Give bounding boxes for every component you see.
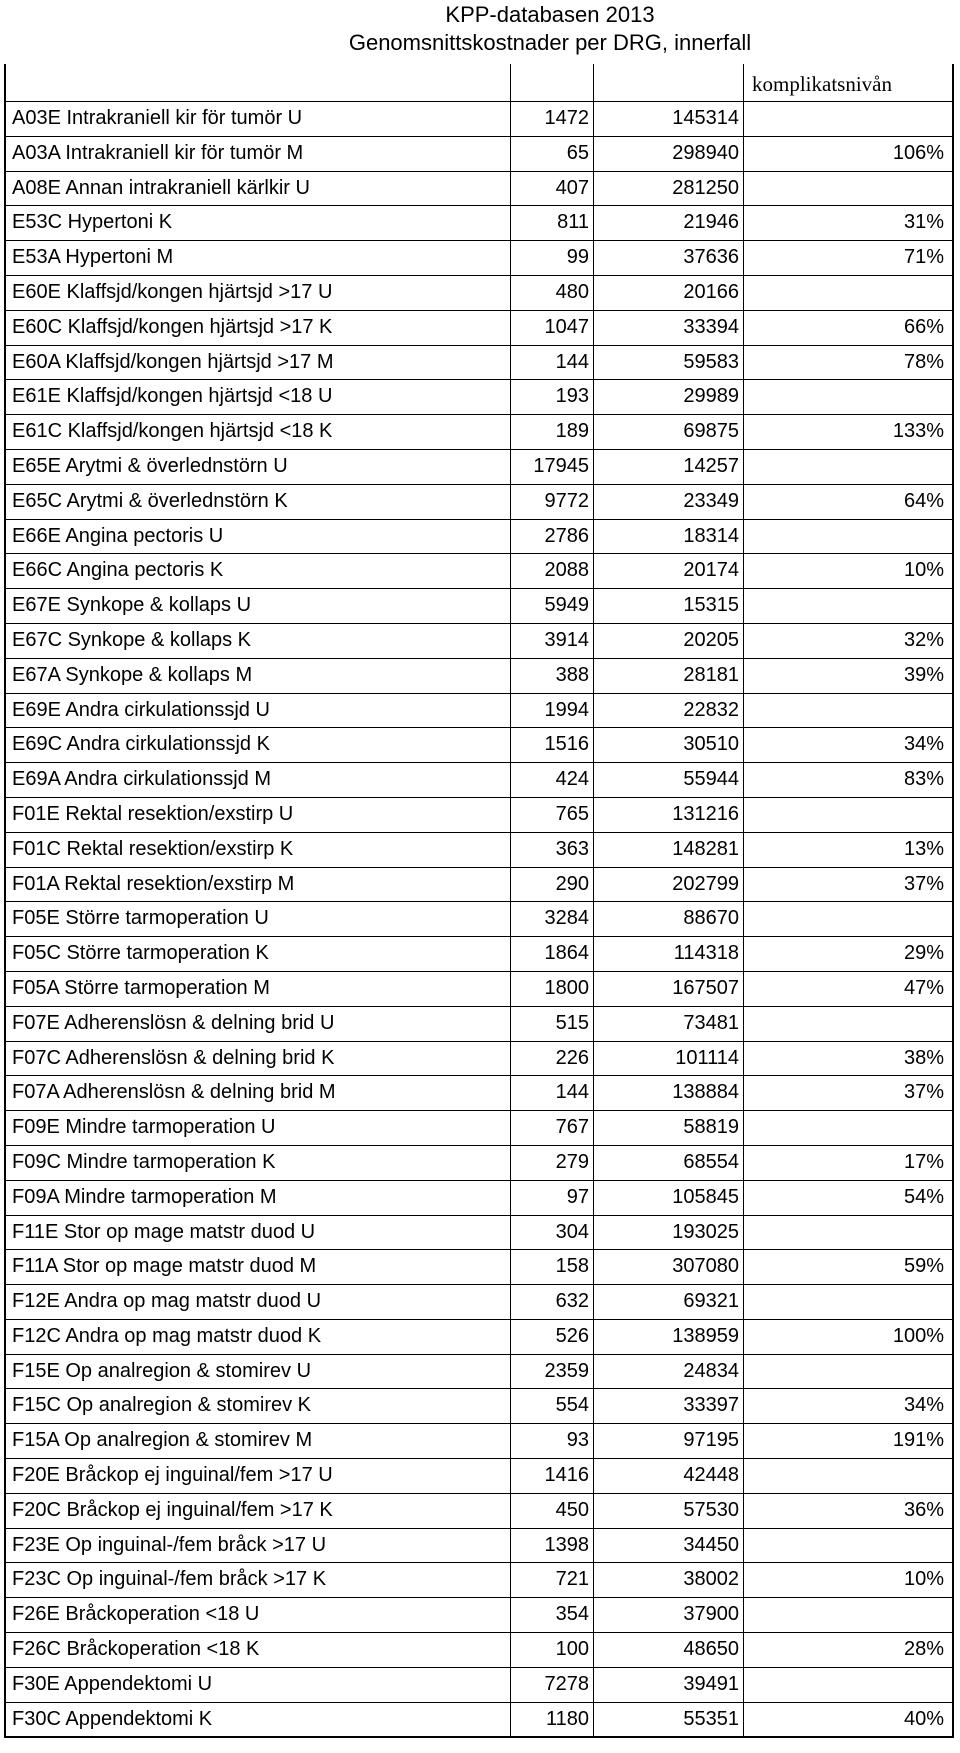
patient-count-cell: 526 [510, 1320, 593, 1354]
drg-name-cell: E60E Klaffsjd/kongen hjärtsjd >17 U [12, 280, 333, 303]
drg-name-cell: F12E Andra op mag matstr duod U [12, 1290, 322, 1313]
table-row [6, 658, 952, 693]
avg-cost-cell: 101114 [593, 1042, 743, 1076]
drg-name-cell: F20E Bråckop ej inguinal/fem >17 U [12, 1464, 333, 1487]
avg-cost-cell: 97195 [593, 1424, 743, 1458]
drg-name-cell: F23C Op inguinal-/fem bråck >17 K [12, 1568, 327, 1591]
table-row [6, 519, 952, 554]
patient-count-cell: 100 [510, 1633, 593, 1667]
avg-cost-cell: 202799 [593, 868, 743, 902]
table-row [6, 1319, 952, 1354]
table-row [6, 936, 952, 971]
avg-cost-cell: 37636 [593, 241, 743, 275]
drg-name-cell: E67A Synkope & kollaps M [12, 663, 253, 686]
avg-cost-cell: 105845 [593, 1181, 743, 1215]
table-row [6, 1632, 952, 1667]
table-row [6, 727, 952, 762]
table-row [6, 205, 952, 240]
table-row [6, 1284, 952, 1319]
table-row [6, 484, 952, 519]
avg-cost-cell: 29989 [593, 380, 743, 414]
patient-count-cell: 554 [510, 1389, 593, 1423]
patient-count-cell: 765 [510, 798, 593, 832]
drg-name-cell: F15A Op analregion & stomirev M [12, 1429, 313, 1452]
drg-name-cell: E60A Klaffsjd/kongen hjärtsjd >17 M [12, 350, 334, 373]
drg-name-cell: F30E Appendektomi U [12, 1672, 213, 1695]
complication-pct-cell [743, 1529, 952, 1563]
patient-count-cell: 279 [510, 1146, 593, 1180]
avg-cost-cell: 167507 [593, 972, 743, 1006]
table-row [6, 1388, 952, 1423]
drg-name-cell: F15E Op analregion & stomirev U [12, 1359, 312, 1382]
drg-name-cell: E53C Hypertoni K [12, 211, 173, 234]
table-row [6, 101, 952, 136]
avg-cost-cell: 24834 [593, 1355, 743, 1389]
avg-cost-cell: 69321 [593, 1285, 743, 1319]
avg-cost-cell: 307080 [593, 1250, 743, 1284]
table-row [6, 832, 952, 867]
complication-pct-cell: 40% [743, 1703, 952, 1737]
complication-pct-cell [743, 172, 952, 206]
patient-count-cell: 632 [510, 1285, 593, 1319]
drg-name-cell: F01C Rektal resektion/exstirp K [12, 837, 294, 860]
avg-cost-cell: 22832 [593, 694, 743, 728]
complication-pct-cell [743, 1598, 952, 1632]
complication-pct-cell: 100% [743, 1320, 952, 1354]
complication-pct-cell: 38% [743, 1042, 952, 1076]
avg-cost-cell: 58819 [593, 1111, 743, 1145]
drg-name-cell: A08E Annan intrakraniell kärlkir U [12, 176, 310, 199]
drg-name-cell: A03A Intrakraniell kir för tumör M [12, 141, 304, 164]
avg-cost-cell: 33394 [593, 311, 743, 345]
complication-pct-cell: 133% [743, 415, 952, 449]
patient-count-cell: 1416 [510, 1459, 593, 1493]
drg-name-cell: E60C Klaffsjd/kongen hjärtsjd >17 K [12, 315, 333, 338]
table-row [6, 1145, 952, 1180]
patient-count-cell: 65 [510, 137, 593, 171]
avg-cost-cell: 14257 [593, 450, 743, 484]
complication-pct-cell: 13% [743, 833, 952, 867]
table-row [6, 1006, 952, 1041]
complication-pct-cell [743, 102, 952, 136]
table-row [6, 449, 952, 484]
complication-pct-cell: 28% [743, 1633, 952, 1667]
complication-pct-cell: 59% [743, 1250, 952, 1284]
drg-name-cell: F26C Bråckoperation <18 K [12, 1638, 260, 1661]
patient-count-cell: 1472 [510, 102, 593, 136]
complication-pct-cell: 37% [743, 1076, 952, 1110]
drg-name-cell: F09A Mindre tarmoperation M [12, 1185, 277, 1208]
patient-count-cell: 811 [510, 206, 593, 240]
table-row [6, 1110, 952, 1145]
table-row [6, 693, 952, 728]
patient-count-cell: 1180 [510, 1703, 593, 1737]
avg-cost-cell: 114318 [593, 937, 743, 971]
drg-name-cell: F11E Stor op mage matstr duod U [12, 1220, 316, 1243]
table-row [6, 867, 952, 902]
avg-cost-cell: 21946 [593, 206, 743, 240]
table-header-row [6, 64, 952, 101]
complication-pct-cell [743, 450, 952, 484]
patient-count-cell: 1800 [510, 972, 593, 1006]
patient-count-cell: 144 [510, 1076, 593, 1110]
patient-count-cell: 767 [510, 1111, 593, 1145]
complication-pct-cell [743, 694, 952, 728]
table-row [6, 1215, 952, 1250]
table-row [6, 1702, 952, 1737]
avg-cost-cell: 20166 [593, 276, 743, 310]
avg-cost-cell: 39491 [593, 1668, 743, 1702]
drg-name-cell: F05C Större tarmoperation K [12, 942, 269, 965]
complication-pct-cell [743, 1007, 952, 1041]
table-row [6, 414, 952, 449]
avg-cost-cell: 298940 [593, 137, 743, 171]
avg-cost-cell: 15315 [593, 589, 743, 623]
drg-name-cell: E67C Synkope & kollaps K [12, 628, 252, 651]
table-row [6, 171, 952, 206]
avg-cost-cell: 69875 [593, 415, 743, 449]
drg-name-cell: F20C Bråckop ej inguinal/fem >17 K [12, 1498, 333, 1521]
complication-pct-cell: 83% [743, 763, 952, 797]
complication-pct-cell: 78% [743, 346, 952, 380]
table-row [6, 1562, 952, 1597]
page-header [0, 0, 960, 64]
table-row [6, 1075, 952, 1110]
patient-count-cell: 721 [510, 1563, 593, 1597]
patient-count-cell: 290 [510, 868, 593, 902]
complication-pct-cell [743, 798, 952, 832]
complication-pct-cell: 17% [743, 1146, 952, 1180]
patient-count-cell: 2359 [510, 1355, 593, 1389]
drg-name-cell: F05A Större tarmoperation M [12, 976, 270, 999]
patient-count-cell: 144 [510, 346, 593, 380]
drg-name-cell: E61C Klaffsjd/kongen hjärtsjd <18 K [12, 420, 333, 443]
patient-count-cell: 97 [510, 1181, 593, 1215]
drg-name-cell: F23E Op inguinal-/fem bråck >17 U [12, 1533, 327, 1556]
patient-count-cell: 1047 [510, 311, 593, 345]
avg-cost-cell: 131216 [593, 798, 743, 832]
avg-cost-cell: 30510 [593, 728, 743, 762]
complication-pct-cell: 64% [743, 485, 952, 519]
patient-count-cell: 480 [510, 276, 593, 310]
drg-name-cell: E69C Andra cirkulationssjd K [12, 733, 270, 756]
patient-count-cell: 304 [510, 1216, 593, 1250]
patient-count-cell: 3914 [510, 624, 593, 658]
patient-count-cell: 93 [510, 1424, 593, 1458]
patient-count-cell: 1398 [510, 1529, 593, 1563]
patient-count-cell: 1516 [510, 728, 593, 762]
patient-count-cell: 17945 [510, 450, 593, 484]
table-row [6, 797, 952, 832]
drg-name-cell: E65C Arytmi & överlednstörn K [12, 489, 288, 512]
avg-cost-cell: 88670 [593, 902, 743, 936]
table-row [6, 762, 952, 797]
avg-cost-cell: 59583 [593, 346, 743, 380]
avg-cost-cell: 73481 [593, 1007, 743, 1041]
complication-pct-cell: 34% [743, 728, 952, 762]
avg-cost-cell: 23349 [593, 485, 743, 519]
patient-count-cell: 2088 [510, 554, 593, 588]
avg-cost-cell: 48650 [593, 1633, 743, 1667]
header-cell-count [510, 64, 593, 101]
avg-cost-cell: 33397 [593, 1389, 743, 1423]
complication-pct-cell: 37% [743, 868, 952, 902]
table-row [6, 1493, 952, 1528]
avg-cost-cell: 28181 [593, 659, 743, 693]
table-row [6, 971, 952, 1006]
drg-name-cell: F09C Mindre tarmoperation K [12, 1150, 276, 1173]
avg-cost-cell: 148281 [593, 833, 743, 867]
complication-pct-cell [743, 1285, 952, 1319]
patient-count-cell: 3284 [510, 902, 593, 936]
complication-pct-cell: 10% [743, 1563, 952, 1597]
table-row [6, 901, 952, 936]
table-row [6, 553, 952, 588]
complication-pct-cell [743, 276, 952, 310]
avg-cost-cell: 38002 [593, 1563, 743, 1597]
drg-name-cell: E65E Arytmi & överlednstörn U [12, 454, 288, 477]
complication-pct-cell [743, 1355, 952, 1389]
header-cell-complication-level: komplikatsnivån [743, 64, 952, 101]
drg-name-cell: F07A Adherenslösn & delning brid M [12, 1081, 336, 1104]
avg-cost-cell: 281250 [593, 172, 743, 206]
table-row [6, 1354, 952, 1389]
complication-pct-cell: 36% [743, 1494, 952, 1528]
avg-cost-cell: 145314 [593, 102, 743, 136]
patient-count-cell: 1994 [510, 694, 593, 728]
drg-name-cell: F05E Större tarmoperation U [12, 907, 269, 930]
patient-count-cell: 388 [510, 659, 593, 693]
patient-count-cell: 226 [510, 1042, 593, 1076]
drg-name-cell: E66C Angina pectoris K [12, 559, 224, 582]
avg-cost-cell: 138884 [593, 1076, 743, 1110]
complication-pct-cell: 39% [743, 659, 952, 693]
avg-cost-cell: 68554 [593, 1146, 743, 1180]
complication-pct-cell: 29% [743, 937, 952, 971]
avg-cost-cell: 55944 [593, 763, 743, 797]
avg-cost-cell: 37900 [593, 1598, 743, 1632]
drg-name-cell: F30C Appendektomi K [12, 1707, 213, 1730]
patient-count-cell: 407 [510, 172, 593, 206]
complication-pct-cell: 10% [743, 554, 952, 588]
avg-cost-cell: 138959 [593, 1320, 743, 1354]
table-row [6, 1180, 952, 1215]
complication-pct-cell [743, 1216, 952, 1250]
header-cell-cost [593, 64, 743, 101]
complication-pct-cell: 47% [743, 972, 952, 1006]
table-row [6, 345, 952, 380]
drg-name-cell: F26E Bråckoperation <18 U [12, 1603, 260, 1626]
avg-cost-cell: 193025 [593, 1216, 743, 1250]
patient-count-cell: 424 [510, 763, 593, 797]
drg-name-cell: E66E Angina pectoris U [12, 524, 224, 547]
drg-name-cell: F07C Adherenslösn & delning brid K [12, 1046, 335, 1069]
avg-cost-cell: 34450 [593, 1529, 743, 1563]
document-subtitle: Genomsnittskostnader per DRG, innerfall [348, 30, 752, 55]
drg-name-cell: A03E Intrakraniell kir för tumör U [12, 107, 303, 129]
drg-name-cell: F09E Mindre tarmoperation U [12, 1116, 276, 1139]
complication-pct-cell: 66% [743, 311, 952, 345]
complication-pct-cell: 54% [743, 1181, 952, 1215]
patient-count-cell: 2786 [510, 520, 593, 554]
table-row [6, 379, 952, 414]
complication-pct-cell: 71% [743, 241, 952, 275]
patient-count-cell: 189 [510, 415, 593, 449]
avg-cost-cell: 42448 [593, 1459, 743, 1493]
avg-cost-cell: 20205 [593, 624, 743, 658]
table-row [6, 1249, 952, 1284]
drg-name-cell: E61E Klaffsjd/kongen hjärtsjd <18 U [12, 385, 333, 408]
drg-name-cell: E69E Andra cirkulationssjd U [12, 698, 270, 721]
table-row [6, 623, 952, 658]
complication-pct-cell [743, 1111, 952, 1145]
table-row [6, 1597, 952, 1632]
patient-count-cell: 354 [510, 1598, 593, 1632]
table-row [6, 240, 952, 275]
patient-count-cell: 363 [510, 833, 593, 867]
header-cell-name [6, 64, 510, 101]
drg-name-cell: F11A Stor op mage matstr duod M [12, 1255, 317, 1278]
table-row [6, 310, 952, 345]
table-row [6, 1458, 952, 1493]
complication-pct-cell [743, 1459, 952, 1493]
complication-pct-cell [743, 902, 952, 936]
avg-cost-cell: 55351 [593, 1703, 743, 1737]
drg-name-cell: F07E Adherenslösn & delning brid U [12, 1011, 335, 1034]
complication-pct-cell: 31% [743, 206, 952, 240]
drg-name-cell: F01E Rektal resektion/exstirp U [12, 802, 294, 825]
table-row [6, 1667, 952, 1702]
patient-count-cell: 9772 [510, 485, 593, 519]
patient-count-cell: 5949 [510, 589, 593, 623]
table-row [6, 588, 952, 623]
drg-name-cell: F12C Andra op mag matstr duod K [12, 1324, 322, 1347]
complication-pct-cell: 32% [743, 624, 952, 658]
patient-count-cell: 450 [510, 1494, 593, 1528]
patient-count-cell: 1864 [510, 937, 593, 971]
drg-cost-table [4, 64, 954, 1738]
table-row [6, 275, 952, 310]
complication-pct-cell: 34% [743, 1389, 952, 1423]
table-row [6, 136, 952, 171]
patient-count-cell: 193 [510, 380, 593, 414]
table-row [6, 1041, 952, 1076]
patient-count-cell: 99 [510, 241, 593, 275]
complication-pct-cell: 191% [743, 1424, 952, 1458]
complication-pct-cell [743, 380, 952, 414]
document-title: KPP-databasen 2013 [445, 2, 655, 27]
drg-name-cell: F15C Op analregion & stomirev K [12, 1394, 312, 1417]
avg-cost-cell: 20174 [593, 554, 743, 588]
complication-pct-cell: 106% [743, 137, 952, 171]
patient-count-cell: 515 [510, 1007, 593, 1041]
drg-name-cell: F01A Rektal resektion/exstirp M [12, 872, 295, 895]
complication-pct-cell [743, 520, 952, 554]
complication-pct-cell [743, 589, 952, 623]
avg-cost-cell: 57530 [593, 1494, 743, 1528]
complication-pct-cell [743, 1668, 952, 1702]
avg-cost-cell: 18314 [593, 520, 743, 554]
drg-name-cell: E67E Synkope & kollaps U [12, 594, 252, 617]
drg-name-cell: E53A Hypertoni M [12, 246, 174, 269]
patient-count-cell: 7278 [510, 1668, 593, 1702]
table-row [6, 1423, 952, 1458]
table-row [6, 1528, 952, 1563]
patient-count-cell: 158 [510, 1250, 593, 1284]
drg-name-cell: E69A Andra cirkulationssjd M [12, 768, 272, 791]
